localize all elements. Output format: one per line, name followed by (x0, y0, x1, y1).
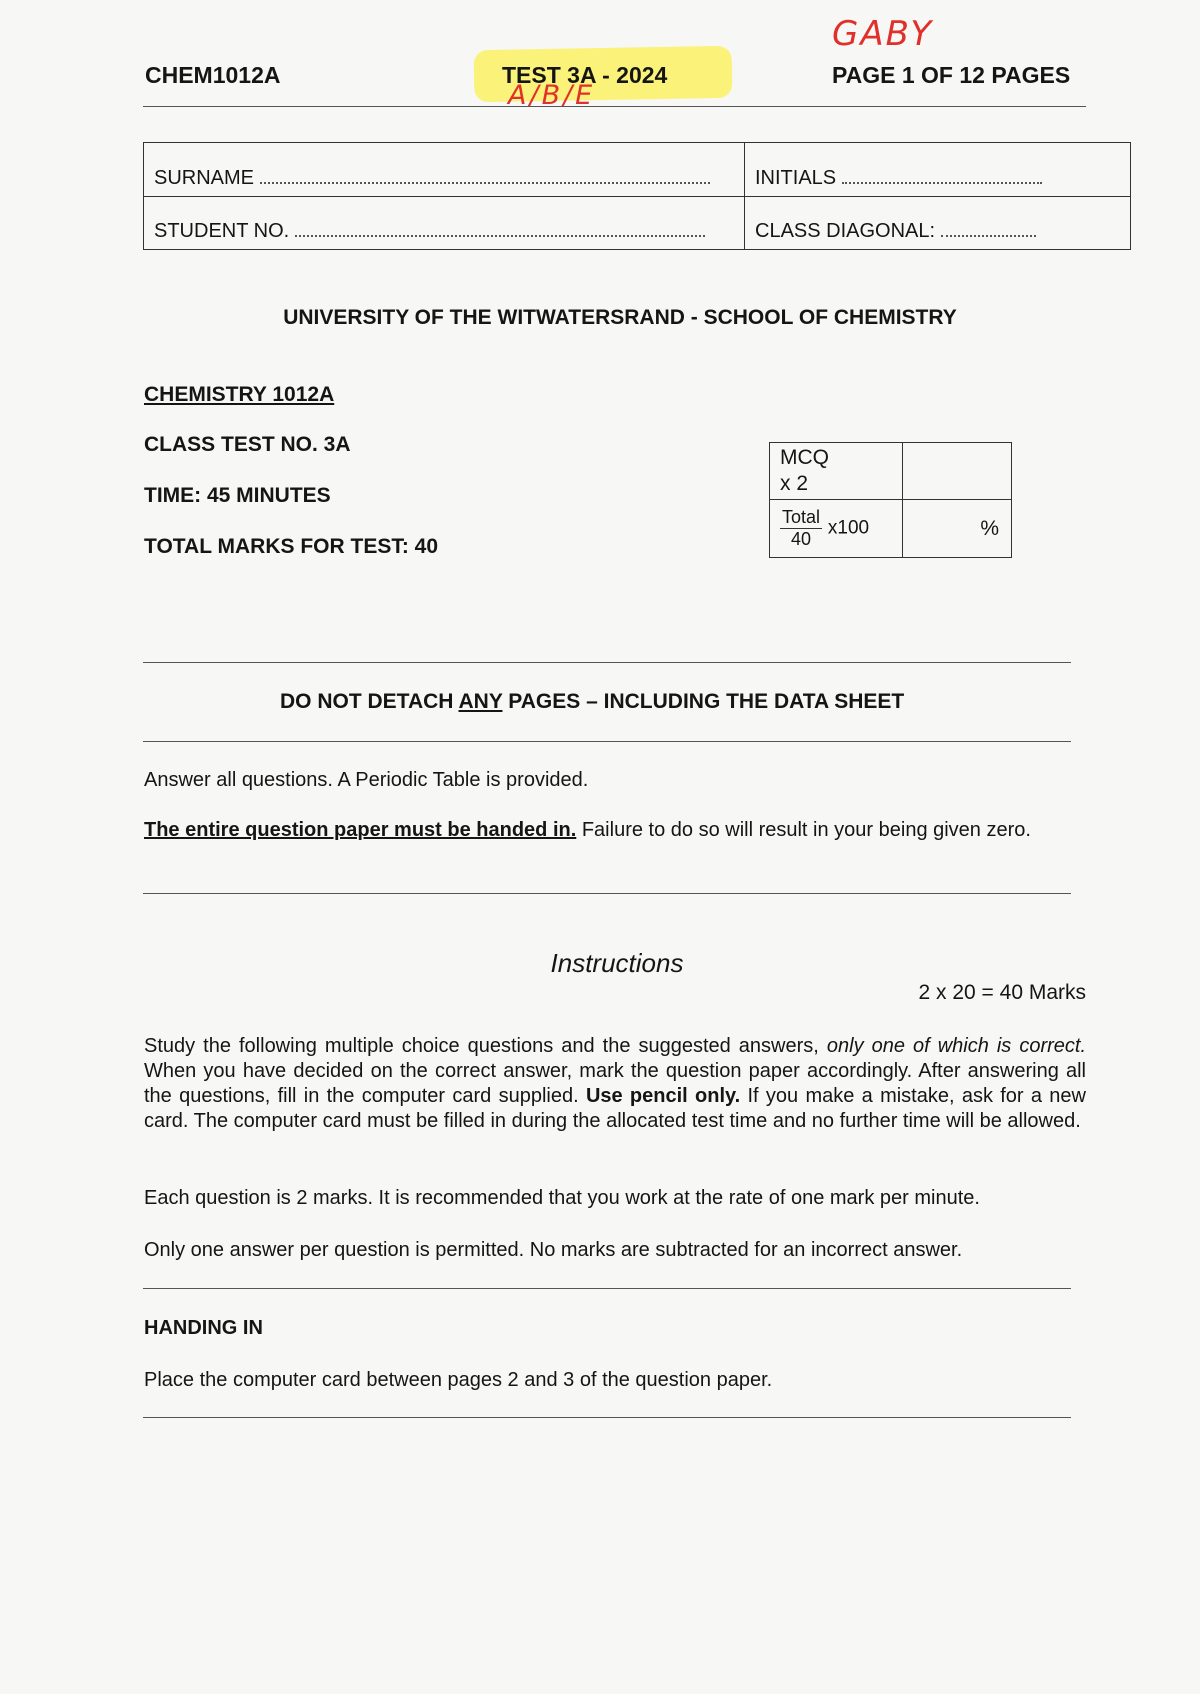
p1-c: If you make a mistake, ask for a new card. The computer card must be filled in during the allocated test time and no further time will be allowed. (144, 1085, 1086, 1132)
class-test-no: CLASS TEST NO. 3A (144, 433, 351, 456)
handwritten-variants: A/B/E (508, 80, 596, 111)
rule-1 (143, 662, 1071, 663)
mcq-score-cell[interactable] (903, 443, 1012, 500)
mcq-multiplier: x 2 (780, 472, 809, 495)
marks-box (769, 442, 1012, 558)
surname-dots (260, 181, 710, 184)
answer-all-note: Answer all questions. A Periodic Table is provided. (144, 769, 589, 791)
fraction-denominator: 40 (791, 529, 812, 549)
handwritten-name: GABY (832, 14, 934, 54)
p1-italic: only one of which is correct. (826, 1035, 1086, 1057)
p1-b: When you have decided on the correct answer, mark the question paper accordingly. After answering all the questions, fill in the computer card supplied. (144, 1060, 1086, 1107)
mcq-label: MCQ (780, 446, 829, 469)
surname-field[interactable] (144, 143, 745, 197)
instructions-heading: Instructions (550, 948, 684, 978)
rule-3 (143, 893, 1071, 894)
surname-label: SURNAME (154, 166, 255, 189)
initials-field[interactable] (745, 143, 1131, 197)
percent-cell[interactable] (903, 500, 1012, 558)
hand-in-rest: Failure to do so will result in your being given zero. (576, 819, 1031, 841)
class-diagonal-field[interactable] (745, 196, 1131, 250)
percent-sign: % (980, 516, 999, 540)
student-no-label: STUDENT NO. (154, 220, 290, 242)
detach-emphasis: ANY (458, 690, 503, 713)
p1-a: Study the following multiple choice questions and the suggested answers, (144, 1035, 827, 1057)
p1-bold: Use pencil only. (585, 1085, 741, 1107)
initials-label: INITIALS (755, 166, 837, 189)
total-marks: TOTAL MARKS FOR TEST: 40 (144, 535, 439, 558)
handing-in-text: Place the computer card between pages 2 and 3 of the question paper. (144, 1369, 773, 1391)
detach-after: PAGES – INCLUDING THE DATA SHEET (502, 690, 905, 713)
hand-in-bold: The entire question paper must be handed in. (144, 819, 577, 841)
student-id-box (143, 142, 1131, 250)
instructions-marks: 2 x 20 = 40 Marks (918, 981, 1086, 1004)
total-cell (770, 500, 903, 558)
hand-in-note (144, 818, 1086, 843)
university-title: UNIVERSITY OF THE WITWATERSRAND - SCHOOL OF CHEMISTRY (283, 306, 957, 329)
course-name: CHEMISTRY 1012A (144, 383, 335, 406)
student-no-dots (295, 234, 705, 237)
rule-2 (143, 741, 1071, 742)
instructions-paragraph-1 (144, 1034, 1086, 1134)
mcq-cell (770, 443, 903, 500)
detach-before: DO NOT DETACH (280, 690, 459, 713)
instructions-paragraph-2: Each question is 2 marks. It is recommended that you work at the rate of one mark per minute. (144, 1187, 980, 1209)
instructions-paragraph-3: Only one answer per question is permitted. No marks are subtracted for an incorrect answer. (144, 1239, 963, 1261)
page-label: PAGE 1 OF 12 PAGES (832, 62, 1071, 88)
course-code: CHEM1012A (145, 62, 281, 88)
header-rule (143, 106, 1086, 107)
class-diagonal-label: CLASS DIAGONAL: (755, 220, 936, 242)
fraction-numerator: Total (782, 507, 821, 528)
detach-notice (280, 690, 904, 714)
class-diagonal-dots (941, 234, 1036, 237)
student-no-field[interactable] (144, 196, 745, 250)
times-100: x100 (827, 518, 870, 540)
initials-dots (842, 181, 1042, 184)
total-fraction (780, 507, 822, 549)
rule-5 (143, 1417, 1071, 1418)
test-label: TEST 3A - 2024 (502, 62, 668, 88)
rule-4 (143, 1288, 1071, 1289)
time-allowed: TIME: 45 MINUTES (144, 484, 331, 507)
handing-in-heading: HANDING IN (144, 1317, 263, 1339)
